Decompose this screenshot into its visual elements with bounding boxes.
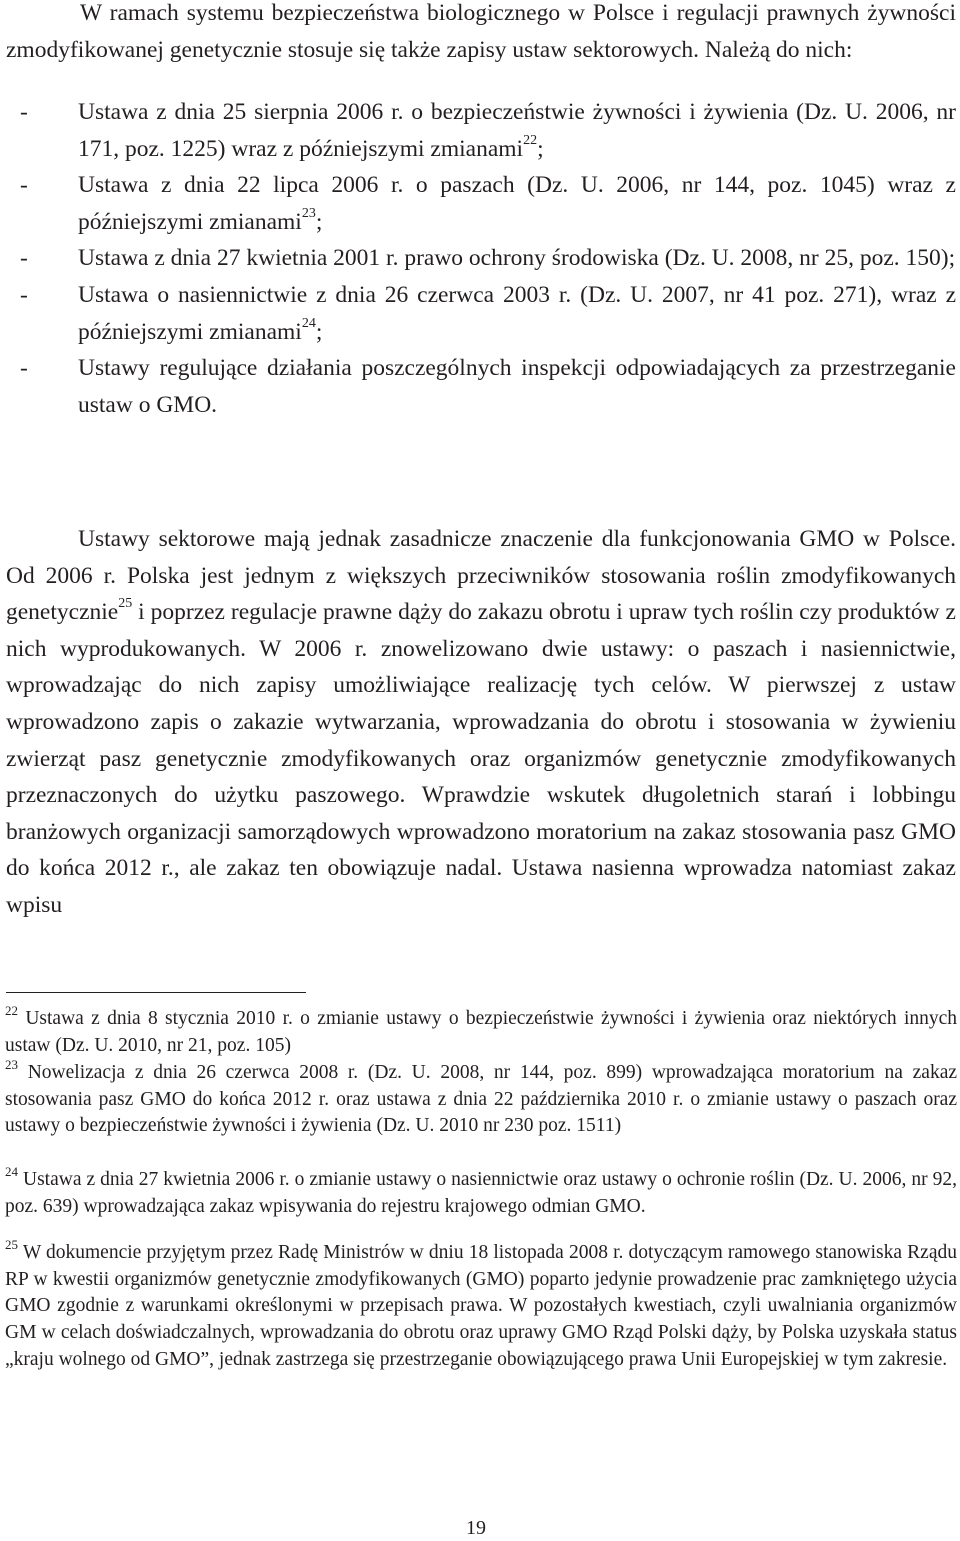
- list-dash: -: [20, 281, 28, 308]
- footnote: [5, 1236, 957, 1374]
- list-item-tail: ;: [315, 318, 323, 345]
- footnote-text: Nowelizacja z dnia 26 czerwca 2008 r. (Dz. U. 2008, nr 144, poz. 899) wprowadzająca moratorium na zakaz stosowania pasz GMO do końca 2012 r. oraz ustawa z dnia 22 października 2010 r. o zmianie ustawy o paszach oraz ustawy o bezpieczeństwie żywności i żywienia (Dz. U. 2010 nr 230 poz. 1511): [5, 1062, 957, 1137]
- main-paragraph: [6, 521, 956, 924]
- footnote-number: 25: [5, 1236, 18, 1252]
- footnote-number: 23: [5, 1056, 18, 1072]
- list-dash: -: [20, 99, 28, 125]
- footnote-text: Ustawa z dnia 8 stycznia 2010 r. o zmianie ustawy o bezpieczeństwie żywności i żywienia oraz niektórych innych ustaw (Dz. U. 2010, nr 21, poz. 105): [5, 1008, 958, 1056]
- list-dash: -: [20, 172, 28, 199]
- main-text-part1: Ustawy sektorowe mają jednak zasadnicze znaczenie dla funkcjonowania GMO w Polsce. Od 2006 r. Polska jest jednym z większych przeciwników stosowania roślin zmodyfikowanych genetycznie: [6, 526, 956, 626]
- list-item-text: Ustawa z dnia 27 kwietnia 2001 r. prawo ochrony środowiska (Dz. U. 2008, nr 25, poz. 150);: [78, 245, 956, 272]
- list-item-text: Ustawy regulujące działania poszczególnych inspekcji odpowiadających za przestrzeganie ustaw o GMO.: [78, 355, 956, 418]
- list-item: [6, 277, 956, 350]
- footnote: [5, 1002, 958, 1059]
- footnote: [5, 1163, 957, 1220]
- main-text-part2: i poprzez regulacje prawne dąży do zakazu obrotu i upraw tych roślin czy produktów z nich wyprodukowanych. W 2006 r. znowelizowano dwie ustawy: o paszach i nasiennictwie, wprowadzając do nich zapisy umożliwiające realizację tych celów. W pierwszej z ustaw wprowadzono zapis o zakazie wytwarzania, wprowadzania do obrotu i stosowania w żywieniu zwierząt pasz genetycznie zmodyfikowanych oraz organizmów genetycznie zmodyfikowanych przeznaczonych do użytku paszowego. Wprawdzie wskutek długoletnich starań i lobbingu branżowych organizacji samorządowych wprowadzono moratorium na zakaz stosowania pasz GMO do końca 2012 r., ale zakaz ten obowiązuje nadal. Ustawa nasienna wprowadza natomiast zakaz wpisu: [6, 599, 956, 918]
- page-number: 19: [466, 1517, 486, 1539]
- list-item: [6, 167, 956, 240]
- list-dash: -: [20, 355, 28, 382]
- footnote-ref[interactable]: 23: [301, 205, 316, 221]
- footnote-separator: [6, 992, 306, 993]
- footnote-ref[interactable]: 22: [523, 132, 538, 148]
- list-item: [6, 94, 956, 167]
- list-item: [6, 240, 956, 277]
- sectoral-laws-list: [6, 94, 956, 423]
- list-item-text: Ustawa z dnia 22 lipca 2006 r. o paszach (Dz. U. 2006, nr 144, poz. 1045) wraz z późniejszymi zmianami: [78, 172, 956, 235]
- footnote-ref[interactable]: 25: [118, 596, 133, 612]
- list-item-tail: ;: [537, 135, 544, 162]
- list-item-tail: ;: [315, 208, 323, 235]
- intro-paragraph: W ramach systemu bezpieczeństwa biologicznego w Polsce i regulacji prawnych żywności zmodyfikowanej genetycznie stosuje się także zapisy ustaw sektorowych. Należą do nich:: [6, 0, 956, 63]
- list-item-text: Ustawa o nasiennictwie z dnia 26 czerwca 2003 r. (Dz. U. 2007, nr 41 poz. 271), wraz z późniejszymi zmianami: [78, 281, 956, 345]
- footnote-number: 24: [5, 1163, 18, 1179]
- footnote-ref[interactable]: 24: [301, 315, 316, 331]
- list-dash: -: [20, 245, 28, 272]
- list-item-text: Ustawa z dnia 25 sierpnia 2006 r. o bezpieczeństwie żywności i żywienia (Dz. U. 2006, nr 171, poz. 1225) wraz z późniejszymi zmianami: [78, 99, 956, 162]
- footnote-text: W dokumencie przyjętym przez Radę Ministrów w dniu 18 listopada 2008 r. dotyczącym ramowego stanowiska Rządu RP w kwestii organizmów genetycznie zmodyfikowanych (GMO) poparto jedynie prowadzenie prac zamkniętego użycia GMO zgodnie z warunkami określonymi w przepisach prawa. W pozostałych kwestiach, czyli uwalniania organizmów GM w celach doświadczalnych, wprowadzania do obrotu oraz uprawy GMO Rząd Polski dąży, by Polska uzyskała status „kraju wolnego od GMO”, jednak zastrzega się przestrzeganie obowiązującego prawa Unii Europejskiej w tym zakresie.: [5, 1242, 957, 1370]
- footnote: [5, 1056, 957, 1140]
- footnote-number: 22: [5, 1002, 18, 1018]
- list-item: [6, 350, 956, 423]
- footnote-text: Ustawa z dnia 27 kwietnia 2006 r. o zmianie ustawy o nasiennictwie oraz ustawy o ochronie roślin (Dz. U. 2006, nr 92, poz. 639) wprowadzająca zakaz wpisywania do rejestru krajowego odmian GMO.: [5, 1169, 957, 1217]
